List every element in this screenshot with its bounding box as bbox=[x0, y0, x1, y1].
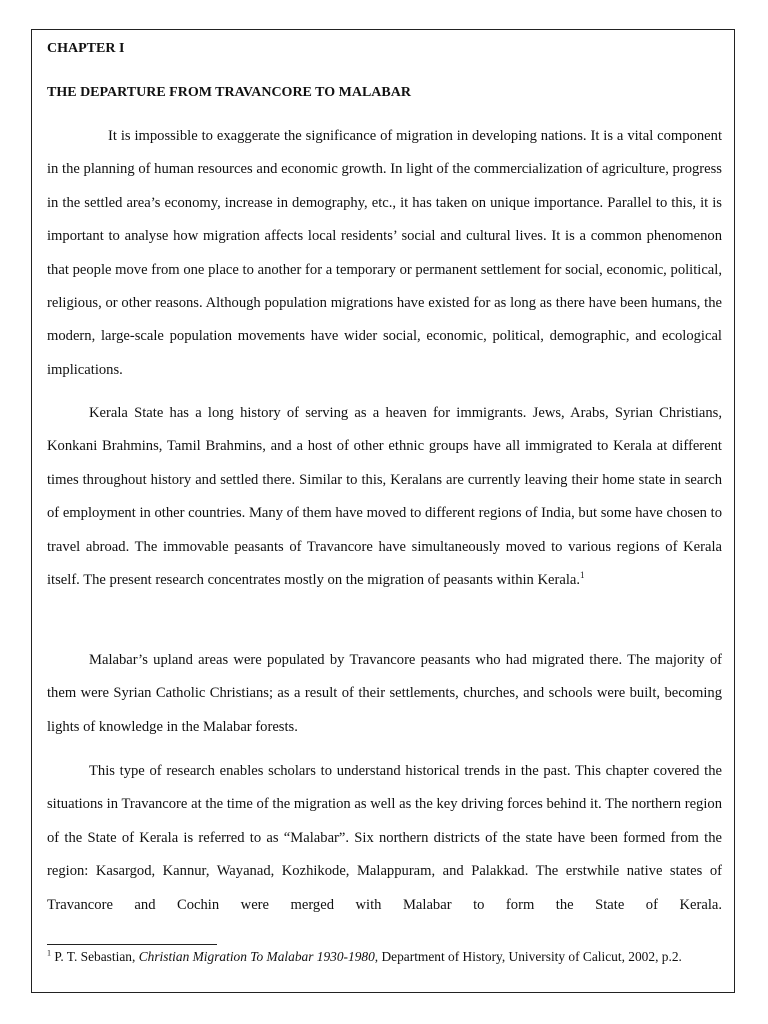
footnote-book-title: Christian Migration To Malabar 1930-1980 bbox=[138, 949, 375, 964]
footnote-author: P. T. Sebastian, bbox=[54, 949, 136, 964]
paragraph-3-text: Malabar’s upland areas were populated by Travancore peasants who had migrated there. The majority of them were Syrian Catholic Christians; as a result of their settlements, churches, and schools were built, becoming lights of knowledge in the Malabar forests. bbox=[47, 652, 722, 735]
paragraph-2 bbox=[47, 397, 722, 597]
footnote bbox=[47, 948, 722, 966]
chapter-title: THE DEPARTURE FROM TRAVANCORE TO MALABAR bbox=[47, 85, 411, 100]
footnote-details: , Department of History, University of Calicut, 2002, p.2. bbox=[374, 949, 682, 964]
paragraph-1-text: It is impossible to exaggerate the significance of migration in developing nations. It is a vital component in the planning of human resources and economic growth. In light of the commercialization of agriculture, progress in the settled area’s economy, increase in demography, etc., it has taken on unique importance. Parallel to this, it is important to analyse how migration affects local residents’ social and cultural lives. It is a common phenomenon that people move from one place to another for a temporary or permanent settlement for social, economic, political, religious, or other reasons. Although population migrations have existed for as long as there have been humans, the modern, large-scale population movements have wider social, economic, political, demographic, and ecological implications. bbox=[47, 128, 722, 378]
footnote-separator bbox=[47, 944, 217, 945]
footnote-marker: 1 bbox=[47, 948, 51, 958]
document-page bbox=[31, 29, 735, 993]
footnote-reference: 1 bbox=[580, 570, 585, 581]
paragraph-3 bbox=[47, 644, 722, 744]
paragraph-2-text: Kerala State has a long history of serving as a heaven for immigrants. Jews, Arabs, Syrian Christians, Konkani Brahmins, Tamil Brahmins, and a host of other ethnic groups have all immigrated to Kerala at different times throughout history and settled there. Similar to this, Keralans are currently leaving their home state in search of employment in other countries. Many of them have moved to different regions of India, but some have chosen to travel abroad. The immovable peasants of Travancore have simultaneously moved to various regions of Kerala itself. The present research concentrates mostly on the migration of peasants within Kerala. bbox=[47, 405, 722, 589]
paragraph-4 bbox=[47, 755, 722, 922]
paragraph-1 bbox=[47, 120, 722, 387]
paragraph-4-text: This type of research enables scholars to understand historical trends in the past. This chapter covered the situations in Travancore at the time of the migration as well as the key driving forces behind it. The northern region of the State of Kerala is referred to as “Malabar”. Six northern districts of the state have been formed from the region: Kasargod, Kannur, Wayanad, Kozhikode, Malappuram, and Palakkad. The erstwhile native states of Travancore and Cochin were merged with Malabar to form the State of Kerala. bbox=[47, 763, 722, 913]
chapter-heading: CHAPTER I bbox=[47, 41, 125, 56]
